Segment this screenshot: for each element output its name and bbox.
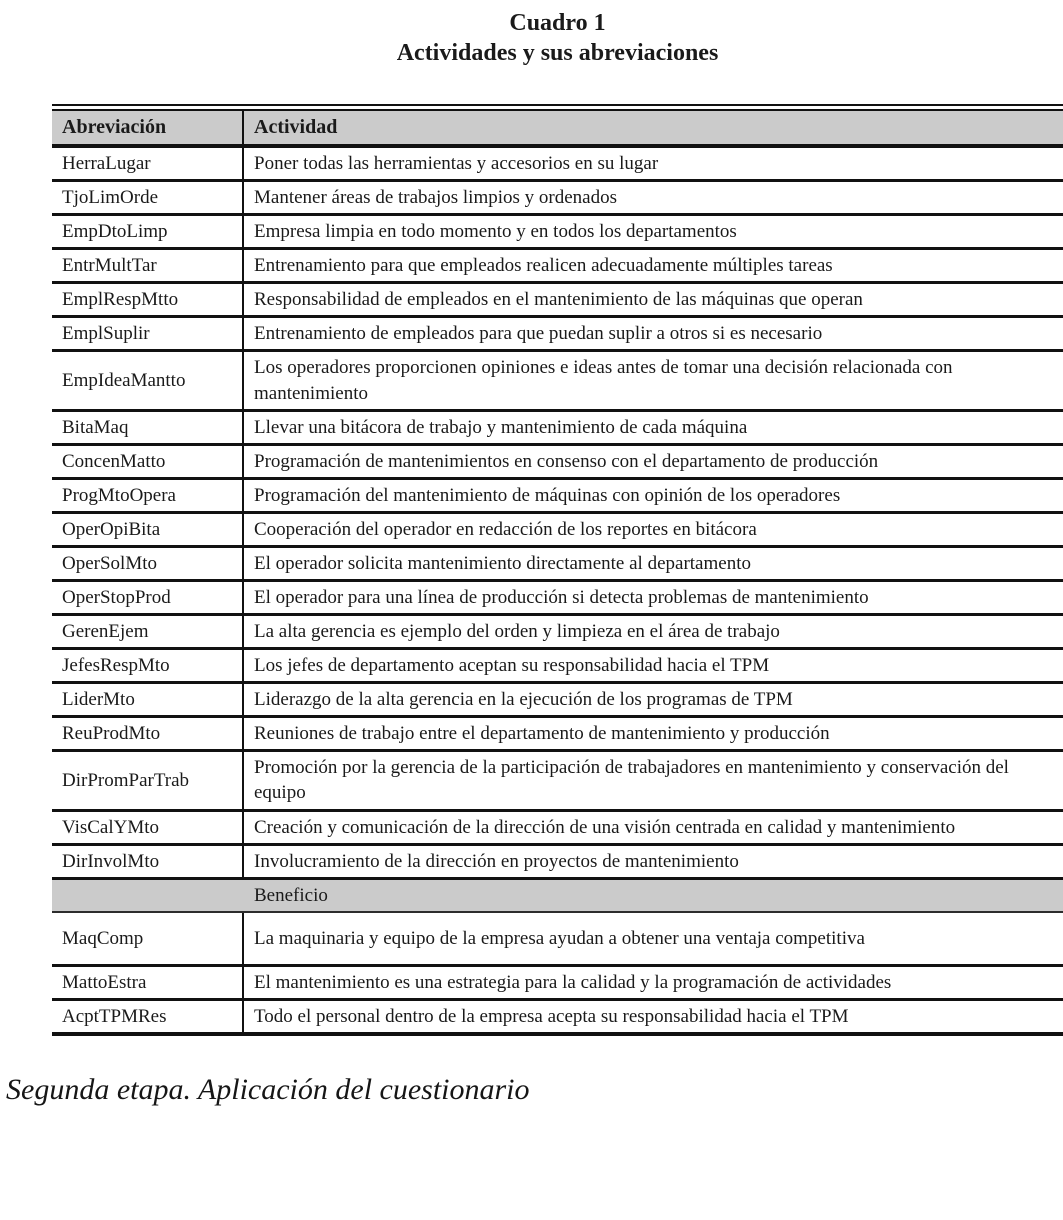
abbreviation-cell: MattoEstra (52, 965, 243, 999)
abbreviation-cell: ReuProdMto (52, 717, 243, 751)
abbreviation-cell: DirInvolMto (52, 844, 243, 878)
activity-cell: Empresa limpia en todo momento y en todos los departamentos (243, 215, 1063, 249)
section-heading: Segunda etapa. Aplicación del cuestionario (6, 1073, 530, 1107)
activity-cell: Los operadores proporcionen opiniones e ideas antes de tomar una decisión relacionada con mantenimiento (243, 351, 1063, 410)
table-row (52, 844, 1063, 878)
table-row (52, 546, 1063, 580)
abbreviation-cell: OperOpiBita (52, 512, 243, 546)
activity-cell: El mantenimiento es una estrategia para la calidad y la programación de actividades (243, 965, 1063, 999)
activity-cell: Creación y comunicación de la dirección de una visión centrada en calidad y mantenimiento (243, 810, 1063, 844)
benefits-tbody (52, 912, 1063, 1034)
table-row (52, 283, 1063, 317)
activity-cell: Promoción por la gerencia de la participación de trabajadores en mantenimiento y conservación del equipo (243, 751, 1063, 810)
table-row (52, 683, 1063, 717)
table-row (52, 999, 1063, 1034)
activity-cell: Responsabilidad de empleados en el mantenimiento de las máquinas que operan (243, 283, 1063, 317)
abbreviation-cell: HerraLugar (52, 146, 243, 181)
activities-table (52, 104, 1063, 1036)
table-row (52, 249, 1063, 283)
activity-cell: Llevar una bitácora de trabajo y mantenimiento de cada máquina (243, 410, 1063, 444)
activity-cell: Poner todas las herramientas y accesorios en su lugar (243, 146, 1063, 181)
table-subtitle: Actividades y sus abreviaciones (396, 40, 719, 66)
activity-cell: Involucramiento de la dirección en proyectos de mantenimiento (243, 844, 1063, 878)
abbreviation-cell: EmpDtoLimp (52, 215, 243, 249)
table-row (52, 581, 1063, 615)
activity-cell: Todo el personal dentro de la empresa acepta su responsabilidad hacia el TPM (243, 999, 1063, 1034)
table-row (52, 717, 1063, 751)
table-row (52, 615, 1063, 649)
activity-cell: El operador solicita mantenimiento directamente al departamento (243, 546, 1063, 580)
table-header (52, 108, 1063, 147)
abbreviation-cell: DirPromParTrab (52, 751, 243, 810)
abbreviation-cell: EmpIdeaMantto (52, 351, 243, 410)
activity-cell: La maquinaria y equipo de la empresa ayudan a obtener una ventaja competitiva (243, 912, 1063, 966)
benefit-section-row (52, 878, 1063, 912)
benefit-divider-tbody (52, 878, 1063, 912)
table-title-block (52, 0, 1063, 68)
abbreviation-cell: EntrMultTar (52, 249, 243, 283)
benefit-section-label: Beneficio (52, 878, 1063, 912)
activity-cell: Reuniones de trabajo entre el departamento de mantenimiento y producción (243, 717, 1063, 751)
table-row (52, 649, 1063, 683)
abbreviation-cell: ProgMtoOpera (52, 478, 243, 512)
table-row (52, 444, 1063, 478)
column-header-abbreviation: Abreviación (52, 108, 243, 147)
activity-cell: La alta gerencia es ejemplo del orden y limpieza en el área de trabajo (243, 615, 1063, 649)
abbreviation-cell: EmplRespMtto (52, 283, 243, 317)
abbreviation-cell: ConcenMatto (52, 444, 243, 478)
table-row (52, 810, 1063, 844)
abbreviation-cell: BitaMaq (52, 410, 243, 444)
abbreviation-cell: VisCalYMto (52, 810, 243, 844)
abbreviation-cell: LiderMto (52, 683, 243, 717)
table-row (52, 146, 1063, 181)
abbreviation-cell: JefesRespMto (52, 649, 243, 683)
activities-tbody (52, 146, 1063, 878)
activity-cell: Los jefes de departamento aceptan su responsabilidad hacia el TPM (243, 649, 1063, 683)
abbreviation-cell: EmplSuplir (52, 317, 243, 351)
activity-cell: Entrenamiento para que empleados realicen adecuadamente múltiples tareas (243, 249, 1063, 283)
table-row (52, 215, 1063, 249)
abbreviation-cell: AcptTPMRes (52, 999, 243, 1034)
table-row (52, 410, 1063, 444)
activity-cell: Liderazgo de la alta gerencia en la ejecución de los programas de TPM (243, 683, 1063, 717)
activity-cell: Mantener áreas de trabajos limpios y ordenados (243, 181, 1063, 215)
activity-cell: El operador para una línea de producción si detecta problemas de mantenimiento (243, 581, 1063, 615)
table-title: Cuadro 1 (509, 10, 606, 36)
activity-cell: Programación de mantenimientos en consenso con el departamento de producción (243, 444, 1063, 478)
table-row (52, 512, 1063, 546)
table-row (52, 912, 1063, 966)
abbreviation-cell: MaqComp (52, 912, 243, 966)
column-header-activity: Actividad (243, 108, 1063, 147)
abbreviation-cell: OperStopProd (52, 581, 243, 615)
activity-cell: Cooperación del operador en redacción de los reportes en bitácora (243, 512, 1063, 546)
table-row (52, 478, 1063, 512)
table-row (52, 965, 1063, 999)
abbreviation-cell: TjoLimOrde (52, 181, 243, 215)
table-row (52, 751, 1063, 810)
activity-cell: Entrenamiento de empleados para que puedan suplir a otros si es necesario (243, 317, 1063, 351)
table-row (52, 351, 1063, 410)
header-row (52, 108, 1063, 147)
abbreviation-cell: GerenEjem (52, 615, 243, 649)
table-row (52, 181, 1063, 215)
table-row (52, 317, 1063, 351)
abbreviation-cell: OperSolMto (52, 546, 243, 580)
activity-cell: Programación del mantenimiento de máquinas con opinión de los operadores (243, 478, 1063, 512)
